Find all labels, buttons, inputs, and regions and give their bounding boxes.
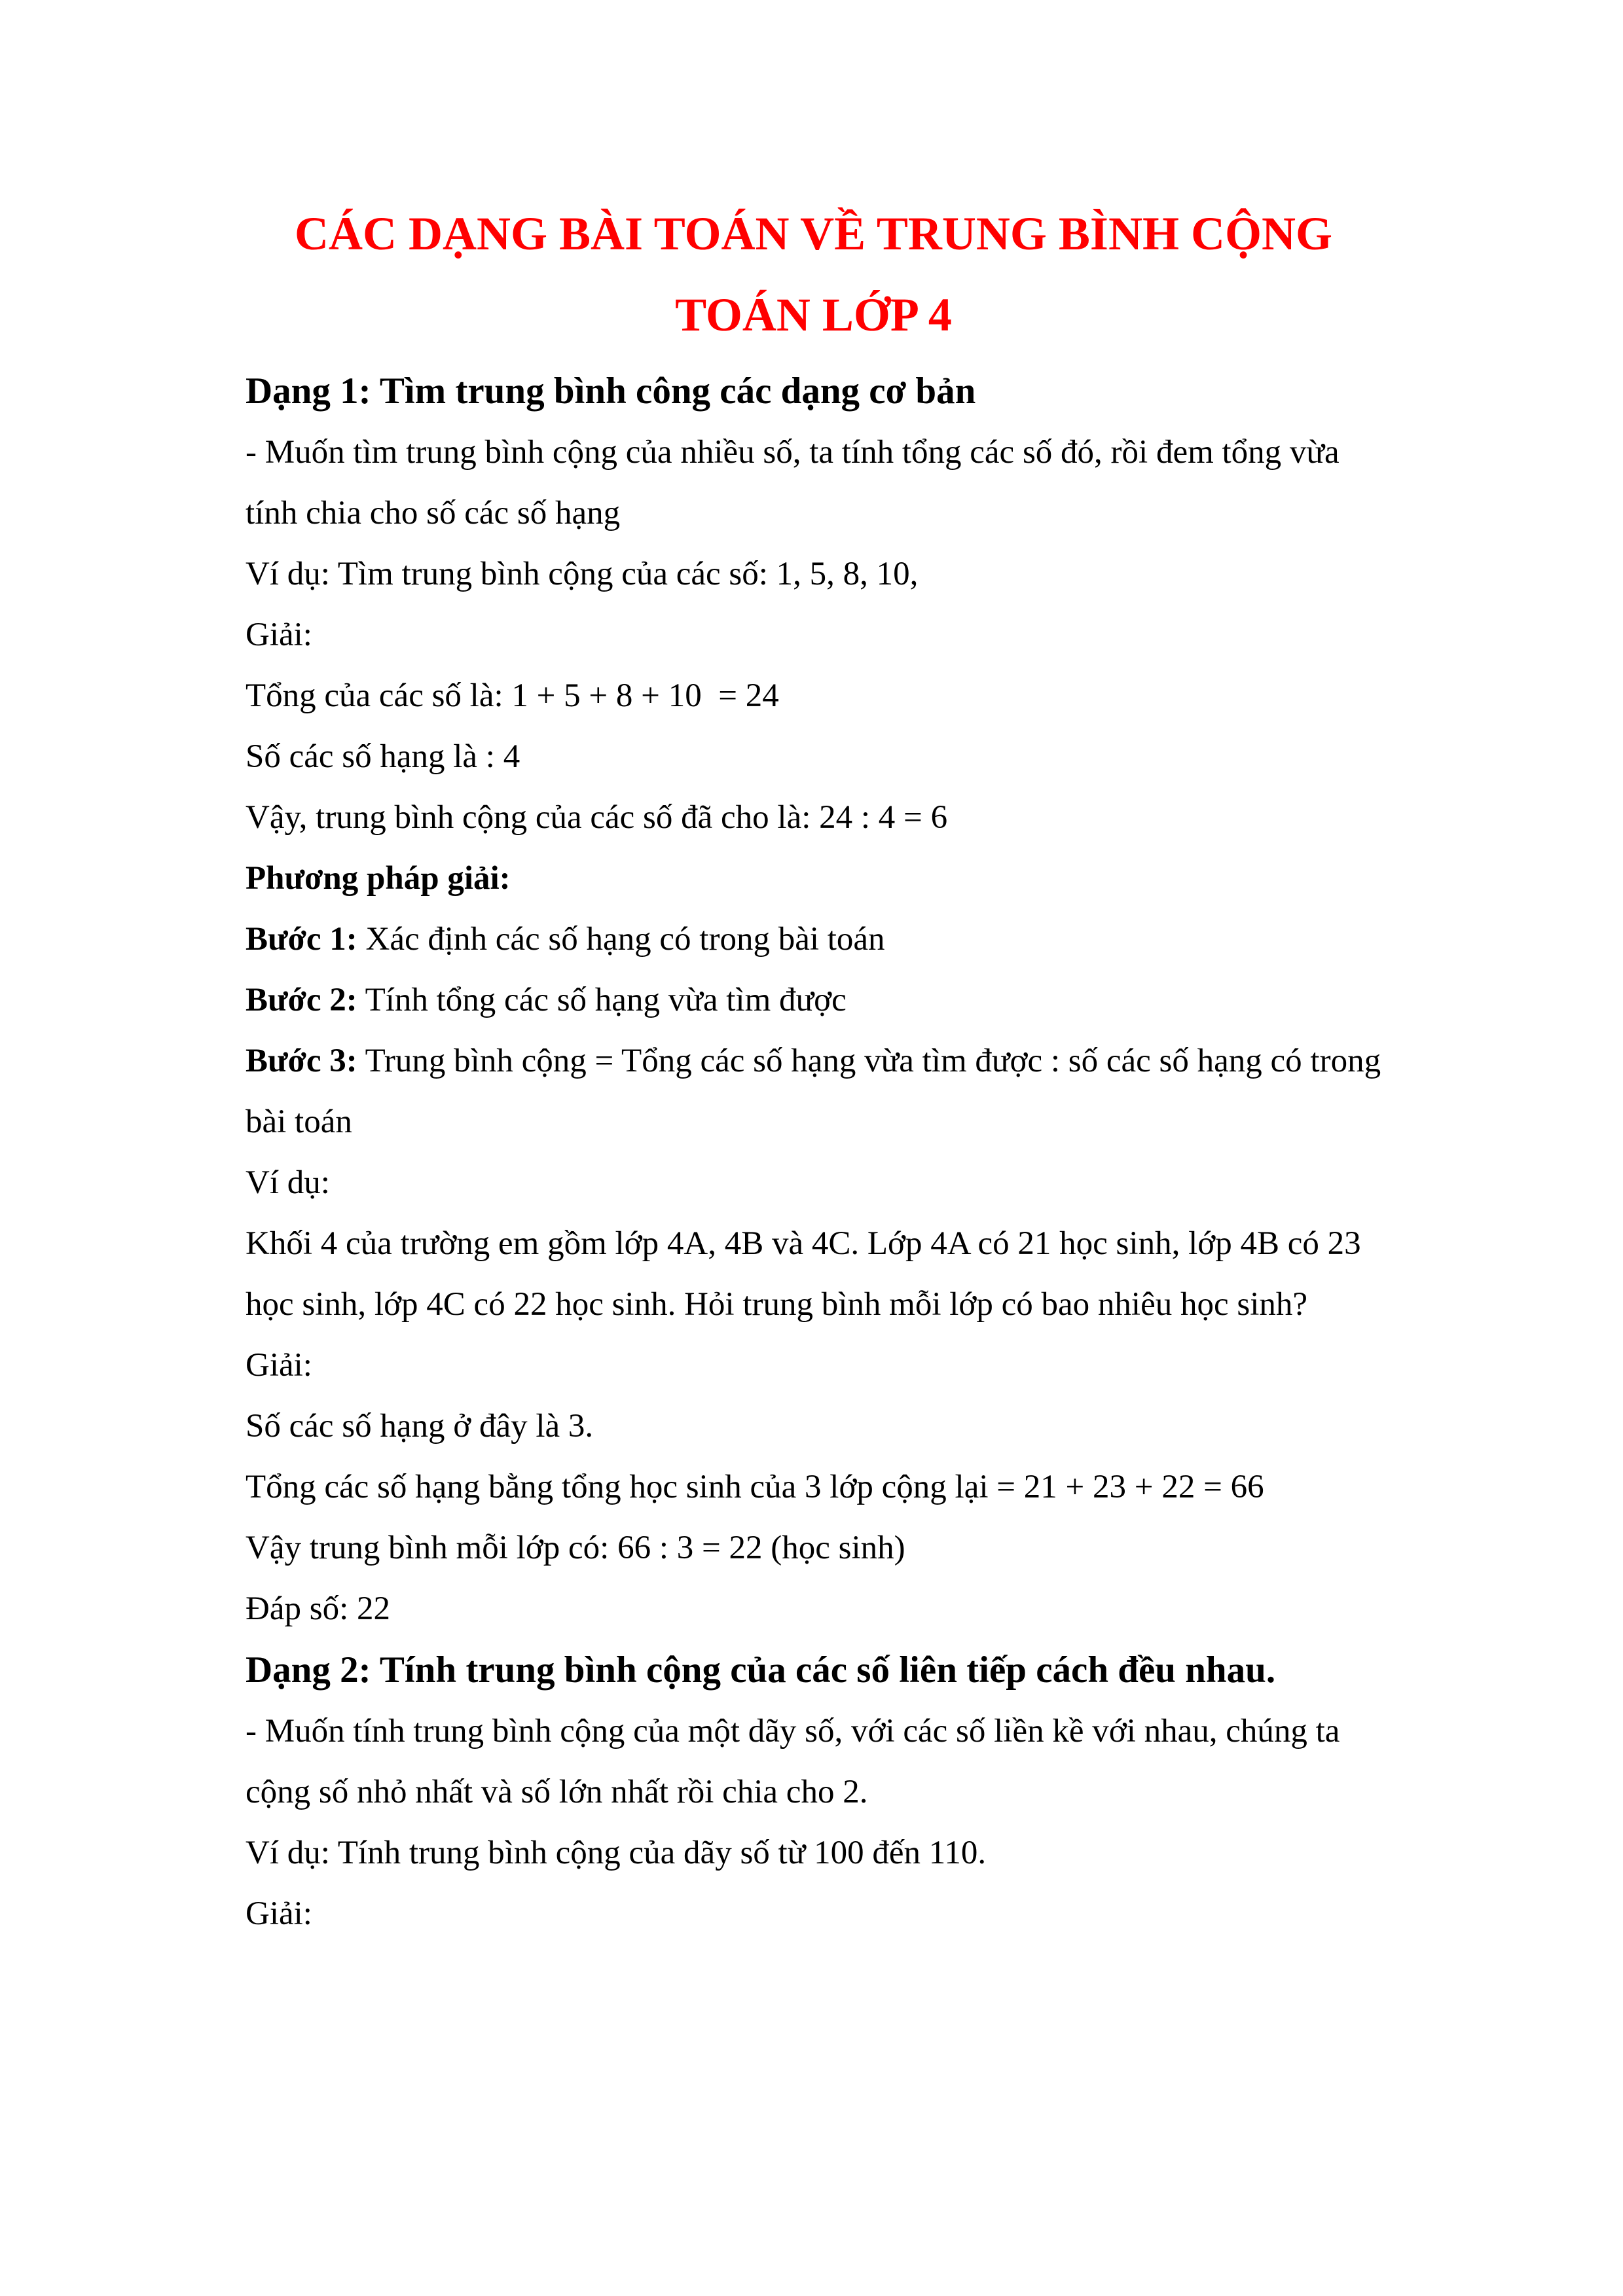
title-line-1: CÁC DẠNG BÀI TOÁN VỀ TRUNG BÌNH CỘNG — [295, 207, 1332, 260]
section-1 — [246, 361, 1381, 1640]
section-2-solution-label: Giải: — [246, 1895, 312, 1932]
method-heading: Phương pháp giải: — [246, 860, 511, 897]
section-1-result-line: Vậy, trung bình cộng của các số đã cho là: 24 : 4 = 6 — [246, 799, 948, 836]
example-2-answer: Đáp số: 22 — [246, 1590, 390, 1627]
step-2 — [246, 970, 1381, 1031]
step-1 — [246, 909, 1381, 970]
section-2-heading: Dạng 2: Tính trung bình cộng của các số liên tiếp cách đều nhau. — [246, 1649, 1276, 1691]
section-2-example: Ví dụ: Tính trung bình cộng của dãy số từ 100 đến 110. — [246, 1835, 987, 1871]
example-2-label: Ví dụ: — [246, 1164, 330, 1201]
example-2-solution-label: Giải: — [246, 1347, 312, 1384]
section-1-solution-label: Giải: — [246, 617, 312, 653]
step-2-text: Tính tổng các số hạng vừa tìm được — [357, 982, 847, 1018]
example-2-sum: Tổng các số hạng bằng tổng học sinh của 3 lớp cộng lại = 21 + 23 + 22 = 66 — [246, 1469, 1264, 1505]
document-title — [246, 193, 1381, 355]
step-3-text: Trung bình cộng = Tổng các số hạng vừa tìm được : số các số hạng có trong bài toán — [246, 1043, 1381, 1140]
document-page — [246, 193, 1381, 1945]
step-3 — [246, 1031, 1381, 1153]
section-2-rule: - Muốn tính trung bình cộng của một dãy số, với các số liền kề với nhau, chúng ta cộng số nhỏ nhất và số lớn nhất rồi chia cho 2. — [246, 1713, 1340, 1810]
step-1-label: Bước 1: — [246, 921, 357, 958]
example-2-count: Số các số hạng ở đây là 3. — [246, 1408, 594, 1444]
step-3-label: Bước 3: — [246, 1043, 357, 1079]
step-1-text: Xác định các số hạng có trong bài toán — [357, 921, 885, 958]
section-1-example: Ví dụ: Tìm trung bình cộng của các số: 1, 5, 8, 10, — [246, 556, 919, 592]
section-1-rule: - Muốn tìm trung bình cộng của nhiều số, ta tính tổng các số đó, rồi đem tổng vừa tính chia cho số các số hạng — [246, 434, 1340, 531]
title-line-2: TOÁN LỚP 4 — [675, 289, 952, 341]
section-2 — [246, 1640, 1381, 1945]
section-1-heading: Dạng 1: Tìm trung bình công các dạng cơ bản — [246, 370, 976, 412]
section-1-count-line: Số các số hạng là : 4 — [246, 738, 520, 775]
example-2-result: Vậy trung bình mỗi lớp có: 66 : 3 = 22 (học sinh) — [246, 1530, 905, 1566]
step-2-label: Bước 2: — [246, 982, 357, 1018]
section-1-sum-line: Tổng của các số là: 1 + 5 + 8 + 10 = 24 — [246, 677, 779, 714]
example-2-problem: Khối 4 của trường em gồm lớp 4A, 4B và 4C. Lớp 4A có 21 học sinh, lớp 4B có 23 học sinh, lớp 4C có 22 học sinh. Hỏi trung bình mỗi lớp có bao nhiêu học sinh? — [246, 1225, 1361, 1323]
